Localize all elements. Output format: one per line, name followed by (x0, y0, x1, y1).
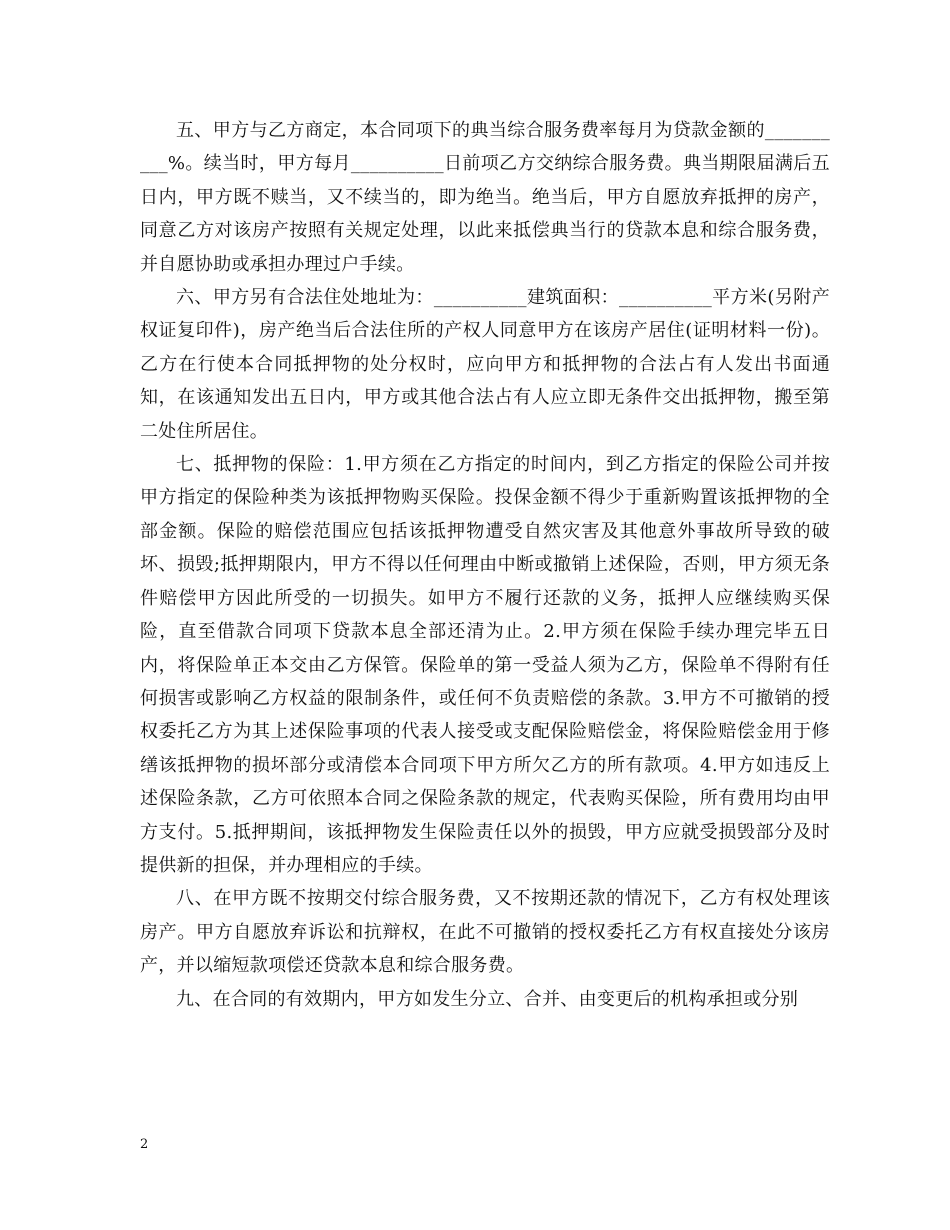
page-number: 2 (140, 1137, 149, 1152)
clause-7-paragraph: 七、抵押物的保险：1.甲方须在乙方指定的时间内，到乙方指定的保险公司并按甲方指定的保险种类为该抵押物购买保险。投保金额不得少于重新购置该抵押物的全部金额。保险的赔偿范围应包括该抵押物遭受自然灾害及其他意外事故所导致的破坏、损毁;抵押期限内，甲方不得以任何理由中断或撤销上述保险，否则，甲方须无条件赔偿甲方因此所受的一切损失。如甲方不履行还款的义务，抵押人应继续购买保险，直至借款合同项下贷款本息全部还清为止。2.甲方须在保险手续办理完毕五日内，将保险单正本交由乙方保管。保险单的第一受益人须为乙方，保险单不得附有任何损害或影响乙方权益的限制条件，或任何不负责赔偿的条款。3.甲方不可撤销的授权委托乙方为其上述保险事项的代表人接受或支配保险赔偿金，将保险赔偿金用于修缮该抵押物的损坏部分或清偿本合同项下甲方所欠乙方的所有款项。4.甲方如违反上述保险条款，乙方可依照本合同之保险条款的规定，代表购买保险，所有费用均由甲方支付。5.抵押期间，该抵押物发生保险责任以外的损毁，甲方应就受损毁部分及时提供新的担保，并办理相应的手续。 (140, 454, 830, 876)
clause-9-paragraph: 九、在合同的有效期内，甲方如发生分立、合并、由变更后的机构承担或分别 (176, 988, 799, 1010)
clause-6-paragraph: 六、甲方另有合法住处地址为：__________建筑面积：__________平方米(另附产权证复印件)，房产绝当后合法住所的产权人同意甲方在该房产居住(证明材料一份)。乙方在行使本合同抵押物的处分权时，应向甲方和抵押物的合法占有人发出书面通知，在该通知发出五日内，甲方或其他合法占有人应立即无条件交出抵押物，搬至第二处住所居住。 (140, 287, 830, 442)
document-body (140, 114, 830, 1016)
clause-5-paragraph: 五、甲方与乙方商定，本合同项下的典当综合服务费率每月为贷款金额的__________%。续当时，甲方每月__________日前项乙方交纳综合服务费。典当期限届满后五日内，甲方既不赎当，又不续当的，即为绝当。绝当后，甲方自愿放弃抵押的房产，同意乙方对该房产按照有关规定处理，以此来抵偿典当行的贷款本息和综合服务费，并自愿协助或承担办理过户手续。 (140, 120, 830, 275)
clause-8-paragraph: 八、在甲方既不按期交付综合服务费，又不按期还款的情况下，乙方有权处理该房产。甲方自愿放弃诉讼和抗辩权，在此不可撤销的授权委托乙方有权直接处分该房产，并以缩短款项偿还贷款本息和综合服务费。 (140, 888, 830, 977)
